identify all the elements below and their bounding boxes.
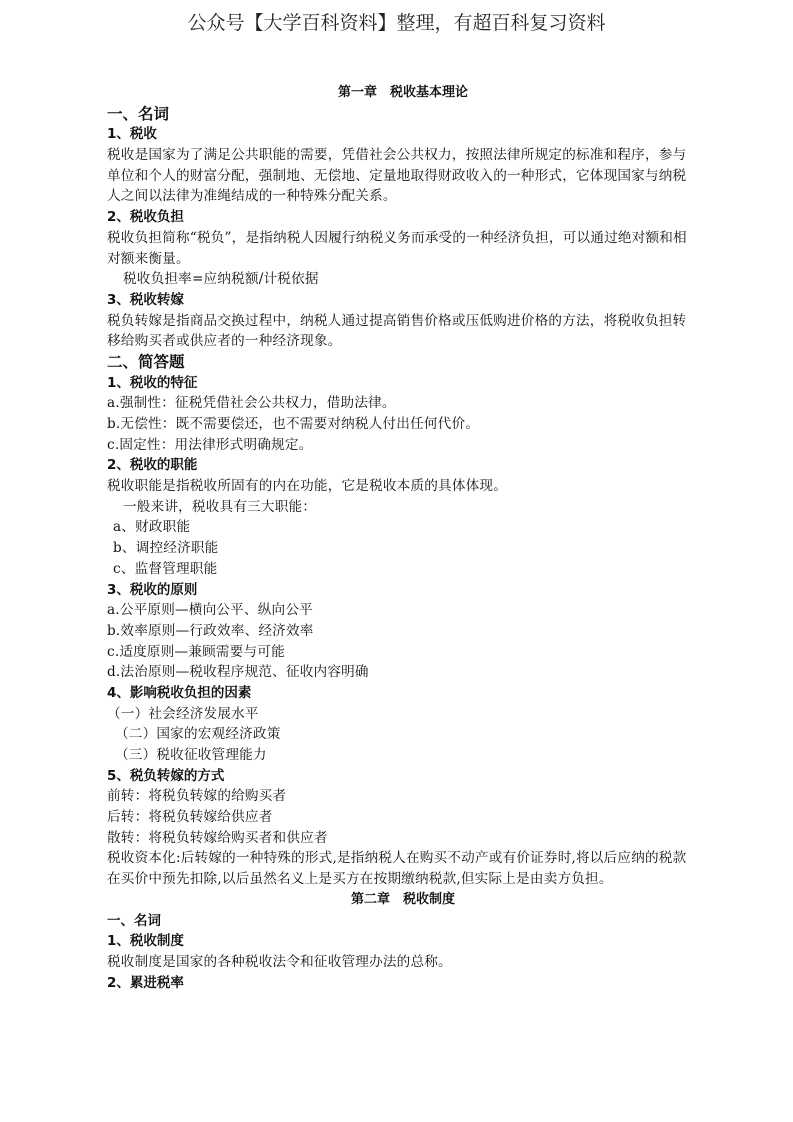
paragraph-line: b、调控经济职能 xyxy=(113,540,219,557)
paragraph-line: 一般来讲，税收具有三大职能： xyxy=(123,498,317,515)
subsection-heading: 2、税收负担 xyxy=(107,209,184,226)
paragraph-line: 前转：将税负转嫁的给购买者 xyxy=(107,788,287,805)
paragraph-line: 人之间以法律为准绳结成的一种特殊分配关系。 xyxy=(107,188,397,205)
subsection-heading: 1、税收制度 xyxy=(107,933,184,950)
paragraph-line: 移给购买者或供应者的一种经济现象。 xyxy=(107,333,342,350)
document-body xyxy=(107,83,699,993)
subsection-heading: 3、税收的原则 xyxy=(107,581,198,598)
paragraph-line: a.强制性：征税凭借社会公共权力，借助法律。 xyxy=(107,395,396,412)
paragraph-line: 对额来衡量。 xyxy=(107,250,190,267)
paragraph-line: c.适度原则—兼顾需要与可能 xyxy=(107,643,285,660)
paragraph-line: c、监督管理职能 xyxy=(113,560,218,577)
subsection-heading: 4、影响税收负担的因素 xyxy=(107,684,252,701)
subsection-heading: 1、税收 xyxy=(107,126,157,143)
paragraph-line: 在买价中预先扣除,以后虽然名义上是买方在按期缴纳税款,但实际上是由卖方负担。 xyxy=(107,871,613,888)
paragraph-line: b.效率原则—行政效率、经济效率 xyxy=(107,622,314,639)
paragraph-line: b.无偿性：既不需要偿还，也不需要对纳税人付出任何代价。 xyxy=(107,416,480,432)
paragraph-line: d.法治原则—税收程序规范、征收内容明确 xyxy=(107,664,369,681)
chapter-title: 第二章 税收制度 xyxy=(350,891,455,907)
paragraph-line: 税收职能是指税收所固有的内在功能，它是税收本质的具体体现。 xyxy=(107,478,508,495)
paragraph-line: 税收制度是国家的各种税收法令和征收管理办法的总称。 xyxy=(107,953,452,970)
paragraph-line: a、财政职能 xyxy=(113,519,191,536)
subsection-heading: 5、税负转嫁的方式 xyxy=(107,767,225,784)
paragraph-line: 税收是国家为了满足公共职能的需要，凭借社会公共权力，按照法律所规定的标准和程序，参与 xyxy=(107,147,687,164)
paragraph-line: c.固定性：用法律形式明确规定。 xyxy=(107,436,313,453)
paragraph-line: 后转：将税负转嫁给供应者 xyxy=(107,809,273,826)
paragraph-line: 税收资本化:后转嫁的一种特殊的形式,是指纳税人在购买不动产或有价证券时,将以后应纳的税款 xyxy=(107,850,687,867)
paragraph-line: （三）税收征收管理能力 xyxy=(115,747,267,763)
subsection-heading: 一、名词 xyxy=(107,912,161,929)
paragraph-line: 税收负担率=应纳税额/计税依据 xyxy=(123,271,319,288)
subsection-heading: 1、税收的特征 xyxy=(107,374,198,391)
subsection-heading: 2、累进税率 xyxy=(107,974,184,991)
paragraph-line: （一）社会经济发展水平 xyxy=(107,705,259,722)
section-heading: 一、名词 xyxy=(107,104,170,123)
section-heading: 二、简答题 xyxy=(107,352,185,371)
paragraph-line: （二）国家的宏观经济政策 xyxy=(115,726,281,743)
paragraph-line: 税收负担简称“税负”，是指纳税人因履行纳税义务而承受的一种经济负担，可以通过绝对额和相 xyxy=(107,229,687,246)
subsection-heading: 3、税收转嫁 xyxy=(107,291,184,308)
header-watermark: 公众号【大学百科资料】整理，有超百科复习资料 xyxy=(187,12,606,34)
chapter-title: 第一章 税收基本理论 xyxy=(337,85,468,100)
subsection-heading: 2、税收的职能 xyxy=(107,457,198,474)
paragraph-line: 单位和个人的财富分配，强制地、无偿地、定量地取得财政收入的一种形式，它体现国家与纳税 xyxy=(107,167,687,184)
paragraph-line: 税负转嫁是指商品交换过程中，纳税人通过提高销售价格或压低购进价格的方法，将税收负担转 xyxy=(107,312,687,329)
paragraph-line: a.公平原则—横向公平、纵向公平 xyxy=(107,602,313,619)
paragraph-line: 散转：将税负转嫁给购买者和供应者 xyxy=(107,829,328,846)
